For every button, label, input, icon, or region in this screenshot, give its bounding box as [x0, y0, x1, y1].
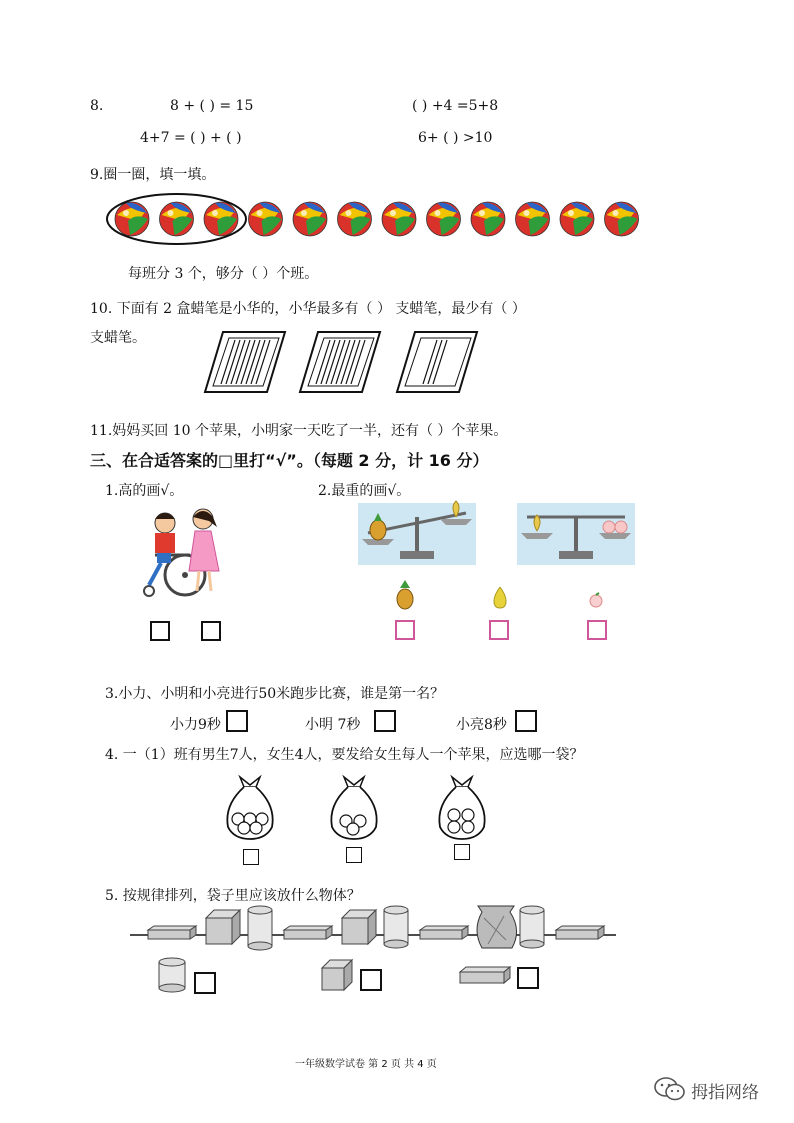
pear-icon: [490, 585, 510, 609]
s3q5-answer-box-cube[interactable]: [360, 969, 382, 991]
ball-icon: [249, 202, 283, 236]
s3q5-answer-box-cylinder[interactable]: [194, 972, 216, 994]
s3q2-answer-box-pineapple[interactable]: [395, 620, 415, 640]
q8-equation-c: 4+7 = ( ) + ( ): [140, 130, 242, 146]
q8-number: 8.: [90, 98, 104, 114]
q8-equation-a: 8 + ( ) = 15: [170, 98, 254, 114]
s3q1-answer-box-2[interactable]: [201, 621, 221, 641]
cuboid-shape: [420, 926, 468, 939]
ball-row: [110, 192, 655, 248]
apple-bag-2-image: [326, 775, 382, 841]
s3q3-option-2: 小明 7秒: [305, 717, 361, 733]
ball-icon: [560, 202, 594, 236]
ball-icon: [471, 202, 505, 236]
s3q3-text: 3.小力、小明和小亮进行50米跑步比赛，谁是第一名？: [105, 686, 445, 702]
cuboid-shape: [148, 926, 196, 939]
apple-bag-1-image: [222, 775, 278, 841]
q10-line2: 支蜡笔。: [90, 330, 146, 346]
q8-equation-b: ( ) +4 =5+8: [412, 98, 499, 114]
s3q1-text: 1.高的画√。: [105, 483, 184, 499]
s3q3-answer-box-2[interactable]: [374, 710, 396, 732]
q9-text: 每班分 3 个，够分（ ）个班。: [128, 266, 319, 282]
s3q2-text: 2.最重的画√。: [318, 483, 411, 499]
ball-icon: [293, 202, 327, 236]
option-cuboid-image: [458, 964, 514, 986]
mystery-bag-image: [477, 906, 517, 948]
cylinder-shape: [248, 906, 272, 950]
pattern-sequence: [130, 900, 620, 952]
cylinder-shape: [520, 906, 544, 948]
apple-bag-3-image: [434, 775, 490, 841]
q11-text: 11.妈妈买回 10 个苹果，小明家一天吃了一半，还有（ ）个苹果。: [90, 423, 508, 439]
s3q3-option-1: 小力9秒: [170, 717, 221, 733]
kids-wheelchair-image: [135, 505, 235, 600]
crayon-boxes: [205, 330, 485, 395]
s3q2-answer-box-pear[interactable]: [489, 620, 509, 640]
page-footer: 一年级数学试卷 第 2 页 共 4 页: [295, 1059, 437, 1070]
s3q1-answer-box-1[interactable]: [150, 621, 170, 641]
pineapple-icon: [394, 580, 416, 610]
s3q4-answer-box-1[interactable]: [243, 849, 259, 865]
ball-icon: [338, 202, 372, 236]
crayon-box-2: [300, 332, 380, 392]
watermark-text: 拇指网络: [691, 1083, 759, 1103]
section3-title: 三、在合适答案的□里打“√”。（每题 2 分，计 16 分）: [90, 451, 489, 470]
peach-icon: [588, 593, 604, 607]
ball-icon: [115, 202, 149, 236]
wechat-icon: [654, 1076, 686, 1102]
ball-icon: [160, 202, 194, 236]
ball-icon: [605, 202, 639, 236]
crayon-box-3: [397, 332, 477, 392]
ball-icon: [427, 202, 461, 236]
scale-1-image: [358, 503, 476, 565]
s3q4-text: 4. 一（1）班有男生7人，女生4人，要发给女生每人一个苹果，应选哪一袋？: [105, 747, 584, 763]
s3q3-option-3: 小亮8秒: [456, 717, 507, 733]
ball-icon: [516, 202, 550, 236]
option-cube-image: [320, 958, 354, 992]
ball-icon: [382, 202, 416, 236]
cube-shape: [342, 910, 376, 944]
q8-equation-d: 6+ ( ) >10: [418, 130, 493, 146]
s3q5-text: 5. 按规律排列，袋子里应该放什么物体？: [105, 888, 361, 904]
s3q5-answer-box-cuboid[interactable]: [517, 967, 539, 989]
s3q3-answer-box-3[interactable]: [515, 710, 537, 732]
option-cylinder-image: [156, 957, 188, 993]
q10-line1: 10. 下面有 2 盒蜡笔是小华的，小华最多有（ ） 支蜡笔，最少有（ ）: [90, 301, 526, 317]
s3q2-answer-box-peach[interactable]: [587, 620, 607, 640]
cube-shape: [206, 910, 240, 944]
scale-2-image: [517, 503, 635, 565]
s3q4-answer-box-2[interactable]: [346, 847, 362, 863]
cuboid-shape: [284, 926, 332, 939]
s3q4-answer-box-3[interactable]: [454, 844, 470, 860]
ball-icon: [204, 202, 238, 236]
cuboid-shape: [556, 926, 604, 939]
cylinder-shape: [384, 906, 408, 948]
q9-title: 9.圈一圈，填一填。: [90, 167, 216, 183]
crayon-box-1: [205, 332, 285, 392]
s3q3-answer-box-1[interactable]: [226, 710, 248, 732]
